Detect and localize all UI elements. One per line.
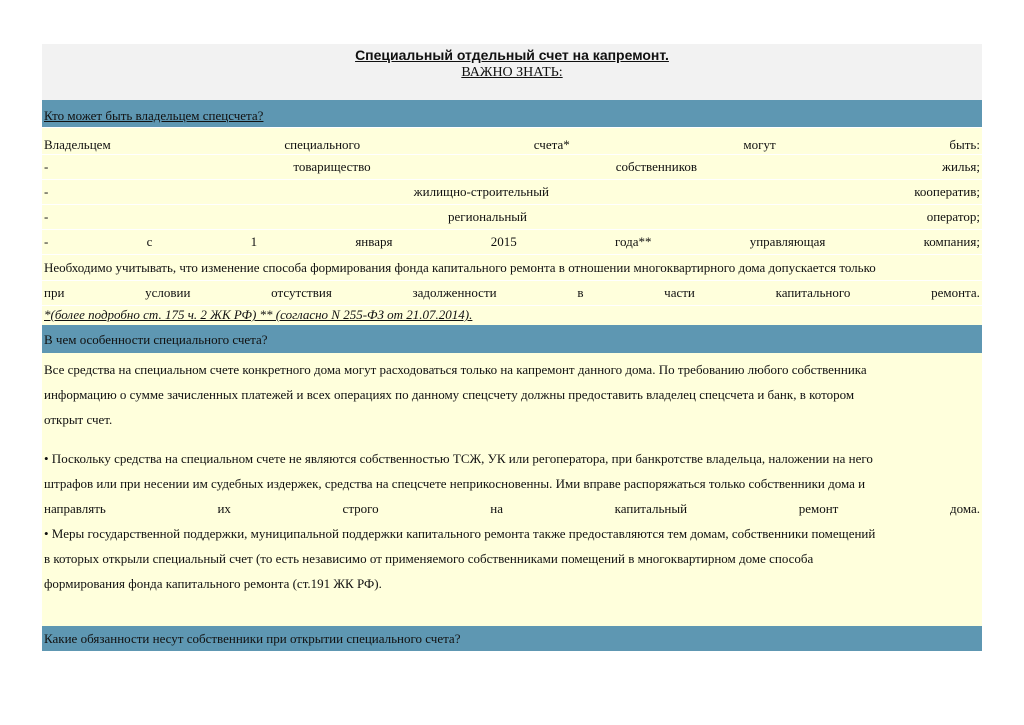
owner-option-hoa [42, 154, 982, 179]
text-word: отсутствия [271, 285, 332, 300]
section-heading-features-text: В чем особенности специального счета? [44, 332, 268, 347]
text-word: их [217, 501, 231, 516]
footnote-text: *(более подробно ст. 175 ч. 2 ЖК РФ) ** (согласно N 255-ФЗ от 21.07.2014). [44, 307, 473, 322]
text-word: задолженности [412, 285, 497, 300]
paragraph-line-justified [44, 496, 980, 521]
note-text: Необходимо учитывать, что изменение способа формирования фонда капитального ремонта в отношении многоквартирного дома допускается только [44, 260, 876, 275]
text-word: быть: [949, 137, 980, 152]
text-word: - [44, 159, 49, 174]
owner-option-regional [42, 204, 982, 229]
text-word: управляющая [749, 234, 826, 249]
text-word: ремонт [798, 501, 839, 516]
text-word: января [355, 234, 393, 249]
text-word: при [44, 285, 65, 300]
text-word: года** [614, 234, 652, 249]
page-title: Специальный отдельный счет на капремонт. [355, 47, 669, 63]
paragraph-line: штрафов или при несении им судебных издержек, средства на спецсчете неприкосновенны. Ими вправе распоряжаться только собственники дома и [44, 476, 866, 491]
paragraph-line: • Меры государственной поддержки, муниципальной поддержки капитального ремонта также предоставляются тем домам, собственники помещений [44, 526, 876, 541]
change-method-note-cont [42, 280, 982, 305]
text-word: счета* [533, 137, 570, 152]
document-page [42, 44, 982, 651]
text-word: 2015 [490, 234, 517, 249]
section-heading-owner-text: Кто может быть владельцем спецсчета? [44, 108, 264, 123]
text-word: направлять [44, 501, 106, 516]
text-word: части [664, 285, 695, 300]
paragraph-line: • Поскольку средства на специальном счете не являются собственностью ТСЖ, УК или регоператора, при банкротстве владельца, наложении на него [44, 451, 873, 466]
section-heading-owner [42, 100, 982, 127]
features-paragraph-2 [42, 440, 982, 521]
change-method-note [42, 254, 982, 280]
paragraph-line: формирования фонда капитального ремонта (ст.191 ЖК РФ). [44, 576, 382, 591]
features-paragraph-3 [42, 521, 982, 626]
text-word: капитальный [614, 501, 688, 516]
paragraph-line: Все средства на специальном счете конкретного дома могут расходоваться только на капремонт данного дома. По требованию любого собственника [44, 362, 867, 377]
text-word: условии [145, 285, 191, 300]
section-heading-obligations-text: Какие обязанности несут собственники при открытии специального счета? [44, 631, 461, 646]
text-word: региональный [448, 209, 527, 224]
text-word: 1 [250, 234, 258, 249]
text-word: специального [284, 137, 361, 152]
text-word: в [577, 285, 584, 300]
text-word: ремонта. [931, 285, 980, 300]
section-heading-obligations [42, 626, 982, 651]
text-word: могут [743, 137, 776, 152]
text-word: с [146, 234, 153, 249]
owner-option-cooperative [42, 179, 982, 204]
text-word: - [44, 234, 49, 249]
text-word: Владельцем [44, 137, 111, 152]
text-word: кооператив; [914, 184, 980, 199]
text-word: капитального [775, 285, 851, 300]
section-heading-features [42, 325, 982, 353]
owner-intro-line [42, 127, 982, 154]
paragraph-line: в которых открыли специальный счет (то есть независимо от применяемого собственниками помещений в многоквартирном доме способа [44, 551, 814, 566]
paragraph-line: информацию о сумме зачисленных платежей и всех операциях по данному спецсчету должны предоставить владелец спецсчета и банк, в котором [44, 387, 855, 402]
text-word: строго [342, 501, 379, 516]
features-paragraph-1 [42, 353, 982, 440]
footnote-row [42, 305, 982, 325]
text-word: - [44, 209, 49, 224]
text-word: оператор; [926, 209, 980, 224]
text-word: жилищно-строительный [413, 184, 549, 199]
text-word: компания; [923, 234, 980, 249]
title-block [42, 44, 982, 100]
text-word: товарищество [293, 159, 371, 174]
text-word: дома. [949, 501, 980, 516]
page-subtitle: ВАЖНО ЗНАТЬ: [461, 65, 563, 80]
paragraph-line: открыт счет. [44, 412, 113, 427]
text-word: на [490, 501, 504, 516]
owner-option-management [42, 229, 982, 254]
text-word: - [44, 184, 49, 199]
text-word: собственников [615, 159, 698, 174]
text-word: жилья; [942, 159, 980, 174]
